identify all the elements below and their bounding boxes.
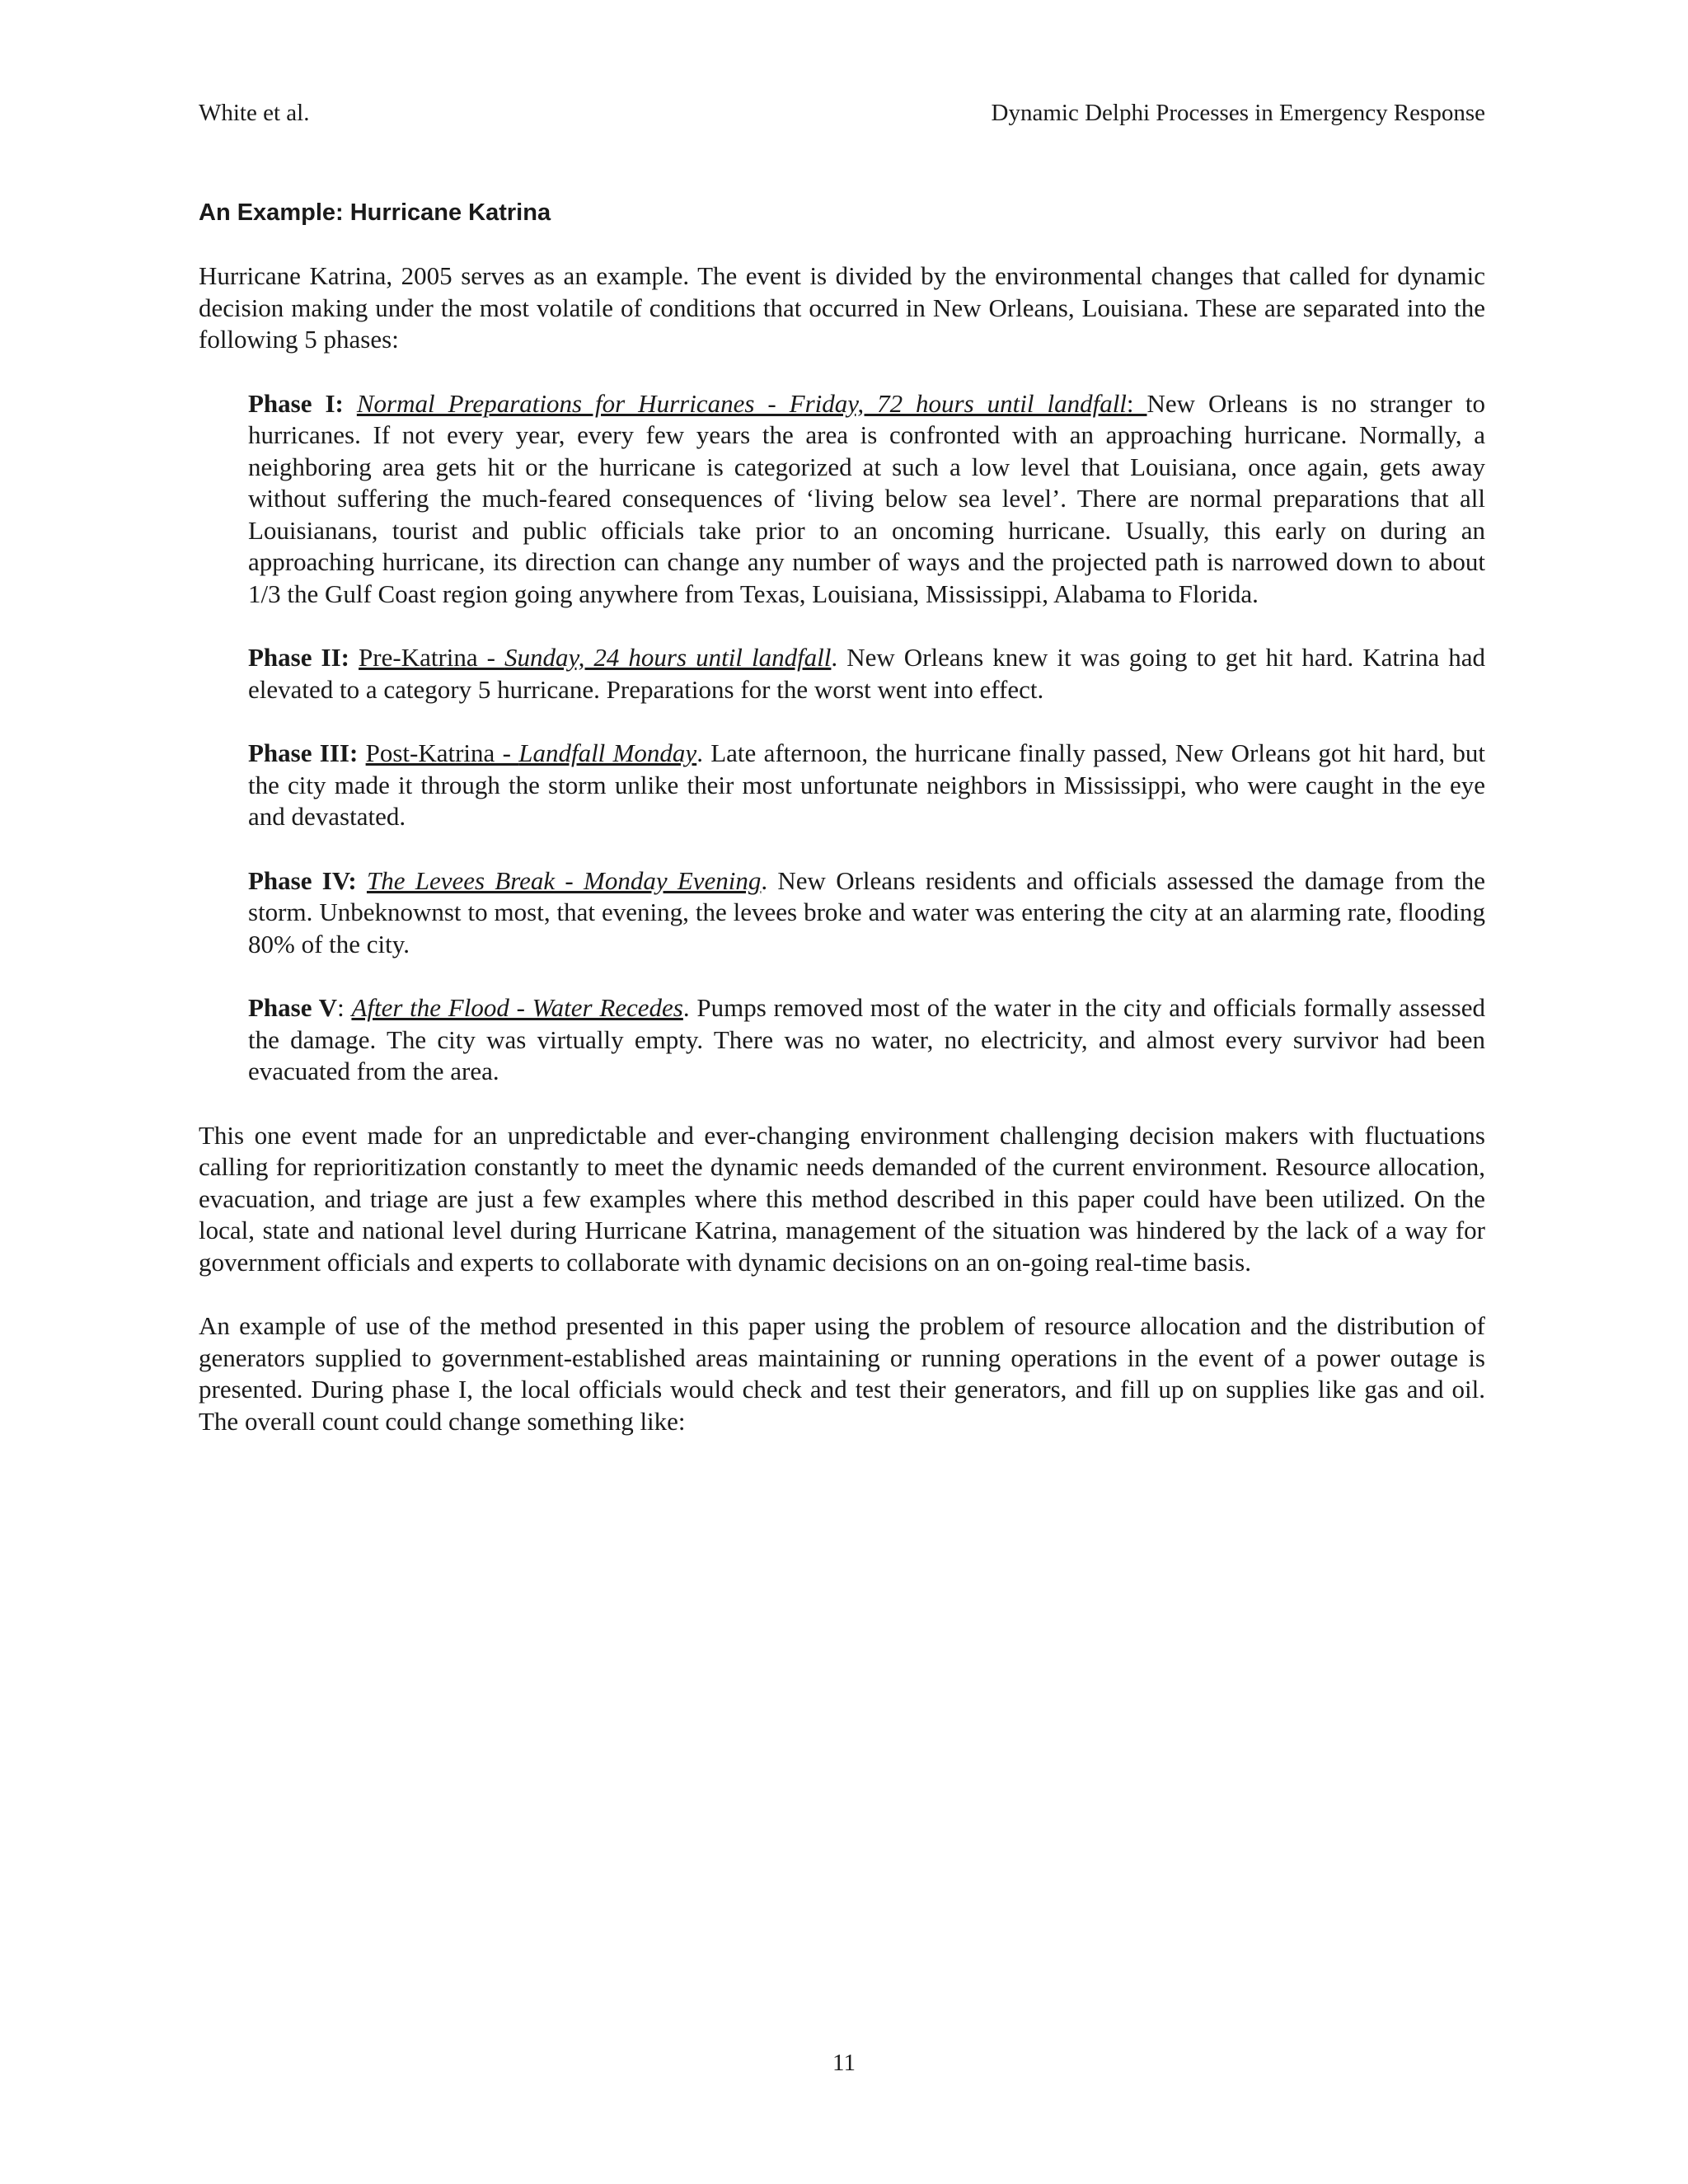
phase-2-paragraph [248,642,1485,705]
phase-1-title-italic: Normal Preparations for Hurricanes - Friday, 72 hours until landfall [356,388,1127,418]
intro-paragraph: Hurricane Katrina, 2005 serves as an example. The event is divided by the environmental changes that called for dynamic decision making under the most volatile of conditions that occurred in New Orleans, Louisiana. These are separated into the following 5 phases: [199,261,1485,354]
phase-3-title [366,738,697,767]
phase-2-title [359,643,831,672]
phase-1-title [357,389,1147,418]
phase-4-paragraph [248,865,1485,961]
phase-3-paragraph [248,738,1485,833]
body-paragraph-3: An example of use of the method presented in this paper using the problem of resource allocation and the distribution of generators supplied to government-established areas maintaining or running operations in the event of a power outage is presented. During phase I, the local officials would check and test their generators, and fill up on supplies like gas and oil. The overall count could change something like: [199,1311,1485,1436]
phase-4-title-italic: The Levees Break - Monday Evening [366,865,762,895]
phase-2-title-plain: Pre-Katrina - [359,643,505,672]
phase-1-label: Phase I: [248,388,344,418]
phase-4-text: . New Orleans residents and officials assessed the damage from the storm. Unbeknownst to most, that evening, the levees broke and water was entering the city at an alarming rate, flooding 80% of the city. [248,865,1486,958]
page-body [199,197,1485,1437]
section-heading: An Example: Hurricane Katrina [199,199,551,226]
phase-5-paragraph [248,992,1485,1088]
phase-5-title-italic: After the Flood - Water Recedes [351,993,683,1022]
phase-1-paragraph [248,388,1485,611]
phase-2-label: Phase II: [248,643,349,672]
phase-5-sep: : [337,993,345,1022]
phase-3-label: Phase III: [248,738,359,767]
phase-3-text: . Late afternoon, the hurricane finally passed, New Orleans got hit hard, but the city made it through the storm unlike their most unfortunate neighbors in Mississippi, who were caught in the eye and devastated. [248,738,1486,831]
phase-4-label: Phase IV: [248,865,357,895]
page-number: 11 [832,2050,856,2076]
phase-3-title-italic: Landfall Monday [518,738,697,767]
phase-5-label: Phase V [248,993,338,1022]
phase-5-text: . Pumps removed most of the water in the city and officials formally assessed the damage. The city was virtually empty. There was no water, no electricity, and almost every survivor had been evacuated from the area. [248,993,1486,1085]
phase-4-title [367,866,761,895]
phase-1-title-tail: : [1126,388,1147,418]
phase-5-title [351,993,682,1022]
body-paragraph-2: This one event made for an unpredictable and ever-changing environment challenging decision makers with fluctuations calling for reprioritization constantly to meet the dynamic needs demanded of the current environment. Resource allocation, evacuation, and triage are just a few examples where this method described in this paper could have been utilized. On the local, state and national level during Hurricane Katrina, management of the situation was hindered by the lack of a way for government officials and experts to collaborate with dynamic decisions on an on-going real-time basis. [199,1120,1485,1277]
phase-2-title-italic: Sunday, 24 hours until landfall [504,643,832,672]
running-header [199,97,1485,129]
phase-3-title-plain: Post-Katrina - [365,738,519,767]
phase-2-text: . New Orleans knew it was going to get hit hard. Katrina had elevated to a category 5 hurricane. Preparations for the worst went into effect. [248,643,1486,704]
header-authors: White et al. [199,100,310,126]
header-paper-title: Dynamic Delphi Processes in Emergency Response [991,100,1485,126]
phase-1-text: New Orleans is no stranger to hurricanes. If not every year, every few years the area is confronted with an approaching hurricane. Normally, a neighboring area gets hit or the hurricane is categorized at such a low level that Louisiana, once again, gets away without suffering the much-feared consequences of ‘living below sea level’. There are normal preparations that all Louisianans, tourist and public officials take prior to an oncoming hurricane. Usually, this early on during an approaching hurricane, its direction can change any number of ways and the projected path is narrowed down to about 1/3 the Gulf Coast region going anywhere from Texas, Louisiana, Mississippi, Alabama to Florida. [248,388,1485,608]
